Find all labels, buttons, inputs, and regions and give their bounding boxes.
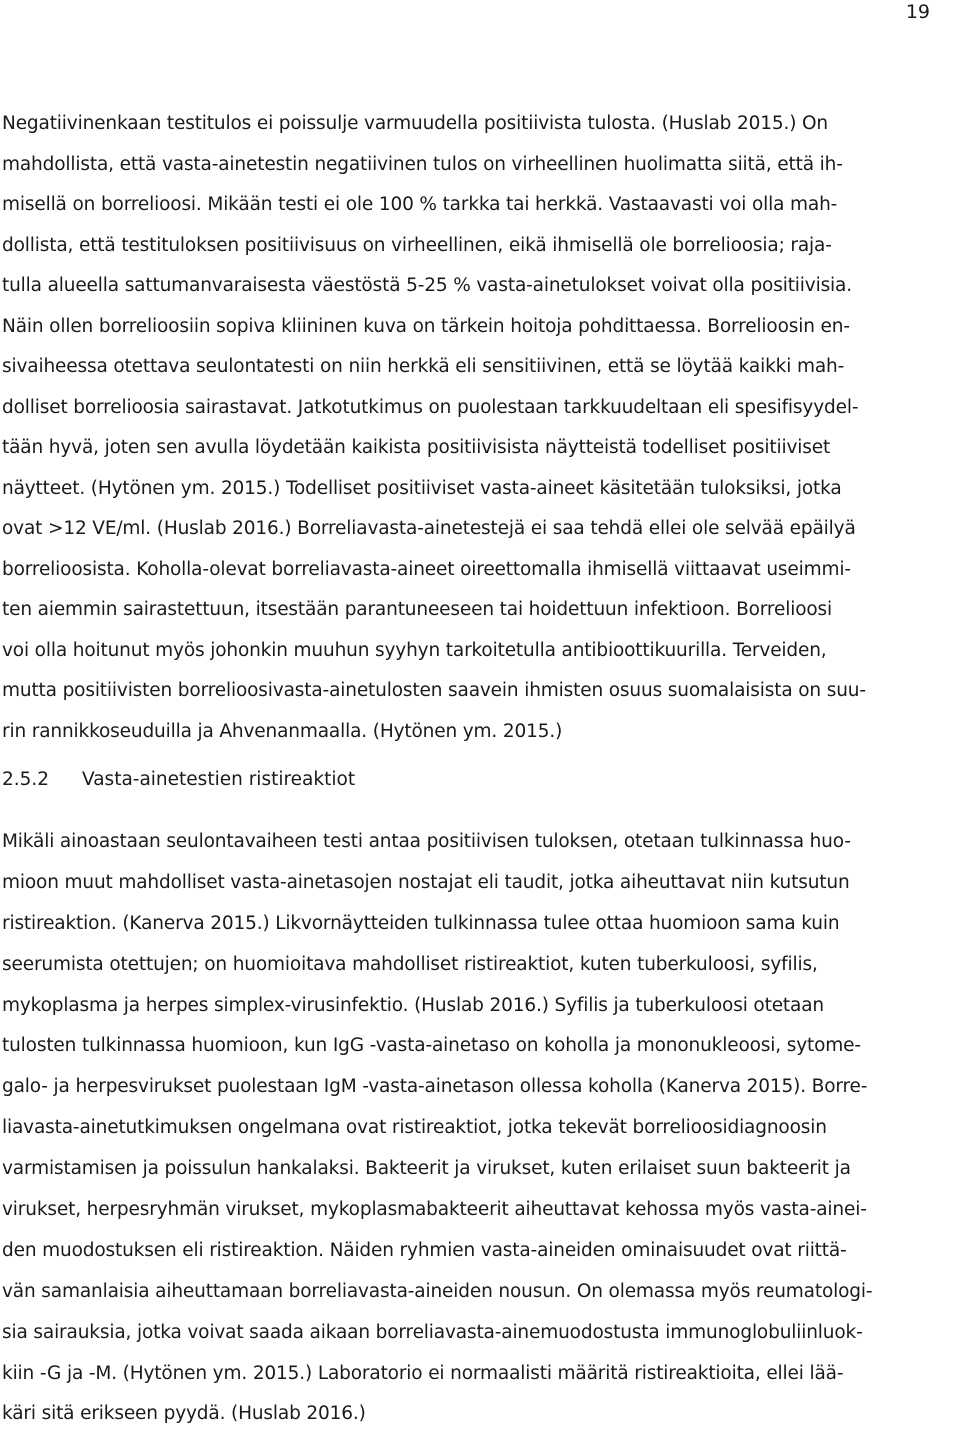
text-line: Mikäli ainoastaan seulontavaiheen testi antaa positiivisen tuloksen, otetaan tulkinnassa huo- — [2, 831, 851, 852]
text-line: den muodostuksen eli ristireaktion. Näiden ryhmien vasta-aineiden ominaisuudet ovat riittä- — [2, 1239, 847, 1261]
text-line: näytteet. (Hytönen ym. 2015.) Todelliset positiiviset vasta-aineet käsitetään tuloksiksi, jotka — [2, 477, 842, 499]
text-line: ovat >12 VE/ml. (Huslab 2016.) Borreliavasta-ainetestejä ei saa tehdä ellei ole selvää epäilyä — [2, 518, 856, 539]
text-line: käri sitä erikseen pyydä. (Huslab 2016.) — [2, 1403, 366, 1425]
section-heading — [2, 760, 355, 800]
text-line: kiin -G ja -M. (Hytönen ym. 2015.) Laboratorio ei normaalisti määritä ristireaktioita, ellei lää- — [2, 1362, 844, 1384]
text-line: mykoplasma ja herpes simplex-virusinfektio. (Huslab 2016.) Syfilis ja tuberkuloosi otetaan — [2, 994, 824, 1016]
text-line: ten aiemmin sairastettuun, itsestään parantuneeseen tai hoidettuun infektioon. Borrelioosi — [2, 599, 833, 620]
text-line: Negatiivinenkaan testitulos ei poissulje varmuudella positiivista tulosta. (Huslab 2015.) On — [2, 113, 828, 134]
text-line: tulosten tulkinnassa huomioon, kun IgG -vasta-ainetaso on koholla ja mononukleoosi, sytome- — [2, 1035, 861, 1057]
text-line: misellä on borrelioosi. Mikään testi ei ole 100 % tarkka tai herkkä. Vastaavasti voi olla mah- — [2, 194, 838, 215]
text-line: varmistamisen ja poissulun hankalaksi. Bakteerit ja virukset, kuten erilaiset suun bakteerit ja — [2, 1158, 851, 1180]
text-line: sivaiheessa otettava seulontatesti on niin herkkä eli sensitiivinen, että se löytää kaikki mah- — [2, 356, 845, 377]
text-line: vän samanlaisia aiheuttamaan borreliavasta-aineiden nousun. On olemassa myös reumatologi- — [2, 1280, 873, 1302]
text-line: tään hyvä, joten sen avulla löydetään kaikista positiivisista näytteistä todelliset positiiviset — [2, 437, 831, 458]
text-line: voi olla hoitunut myös johonkin muuhun syyhyn tarkoitetulla antibioottikuurilla. Terveiden, — [2, 639, 827, 661]
text-line: Näin ollen borrelioosiin sopiva kliininen kuva on tärkein hoitoja pohdittaessa. Borrelioosin en- — [2, 315, 850, 337]
section-title: Vasta-ainetestien ristireaktiot — [82, 769, 356, 790]
section-number: 2.5.2 — [2, 769, 50, 790]
text-line: galo- ja herpesvirukset puolestaan IgM -vasta-ainetason ollessa koholla (Kanerva 2015). Borre- — [2, 1076, 868, 1098]
text-line: dolliset borrelioosia sairastavat. Jatkotutkimus on puolestaan tarkkuudeltaan eli spesifisyydel- — [2, 396, 859, 418]
paragraph-1 — [2, 104, 954, 752]
text-line: borrelioosista. Koholla-olevat borreliavasta-aineet oireettomalla ihmisellä viittaavat useimmi- — [2, 558, 851, 580]
text-line: mutta positiivisten borrelioosivasta-ainetulosten saavein ihmisten osuus suomalaisista on suu- — [2, 680, 866, 701]
text-line: ristireaktion. (Kanerva 2015.) Likvornäytteiden tulkinnassa tulee ottaa huomioon sama kuin — [2, 912, 840, 934]
text-line: seerumista otettujen; on huomioitava mahdolliset ristireaktiot, kuten tuberkuloosi, syfilis, — [2, 953, 818, 975]
text-line: tulla alueella sattumanvaraisesta väestöstä 5-25 % vasta-ainetulokset voivat olla positiivisia. — [2, 275, 852, 296]
text-line: liavasta-ainetutkimuksen ongelmana ovat ristireaktiot, jotka tekevät borrelioosidiagnoosin — [2, 1117, 827, 1139]
text-line: mahdollista, että vasta-ainetestin negatiivinen tulos on virheellinen huolimatta siitä, että ih- — [2, 153, 843, 175]
text-line: virukset, herpesryhmän virukset, mykoplasmabakteerit aiheuttavat kehossa myös vasta-ainei- — [2, 1199, 867, 1221]
text-line: dollista, että testituloksen positiivisuus on virheellinen, eikä ihmisellä ole borrelioosia; raja- — [2, 234, 832, 256]
text-line: sia sairauksia, jotka voivat saada aikaan borreliavasta-ainemuodostusta immunoglobuliinluok- — [2, 1321, 863, 1343]
text-line: rin rannikkoseuduilla ja Ahvenanmaalla. (Hytönen ym. 2015.) — [2, 720, 563, 742]
text-line: mioon muut mahdolliset vasta-ainetasojen nostajat eli taudit, jotka aiheuttavat niin kutsutun — [2, 871, 850, 893]
paragraph-2 — [2, 822, 954, 1435]
page-number: 19 — [905, 1, 930, 23]
